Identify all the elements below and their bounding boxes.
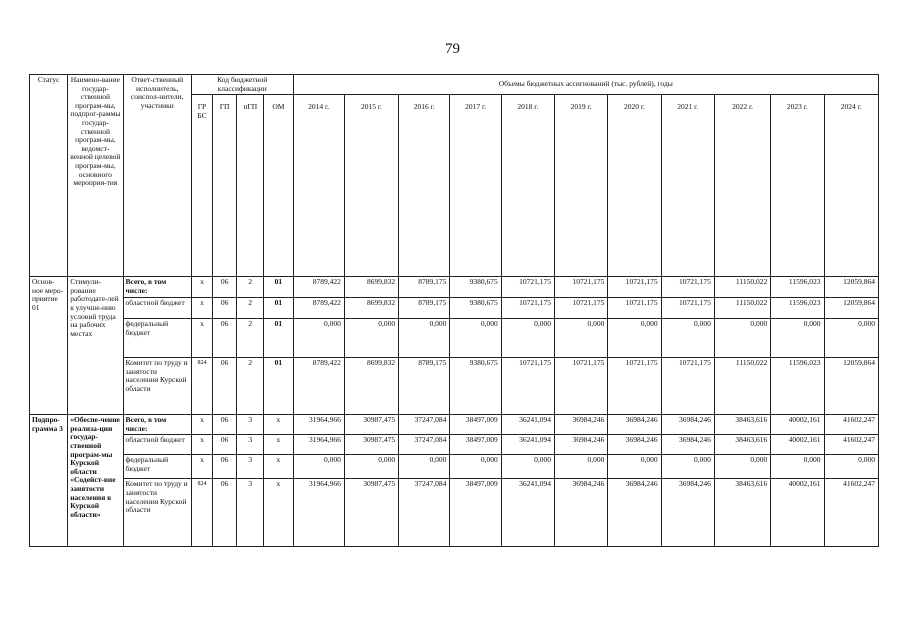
gp-cell: 06 — [213, 319, 237, 358]
value-cell: 9380,675 — [450, 277, 501, 298]
value-cell: 8789,422 — [293, 277, 344, 298]
table-row — [30, 455, 879, 479]
header-year-2022: 2022 г. — [714, 95, 770, 277]
grbs-cell: 824 — [191, 358, 212, 415]
header-year-2024: 2024 г. — [824, 95, 878, 277]
header-om: ОМ — [264, 95, 293, 277]
header-year-2023: 2023 г. — [771, 95, 824, 277]
value-cell: 0,000 — [714, 455, 770, 479]
value-cell: 8789,175 — [399, 298, 450, 319]
value-cell: 11596,023 — [771, 298, 824, 319]
value-cell: 0,000 — [555, 455, 608, 479]
value-cell: 31964,966 — [293, 415, 344, 435]
value-cell: 9380,675 — [450, 358, 501, 415]
value-cell: 40002,161 — [771, 435, 824, 455]
value-cell: 0,000 — [771, 319, 824, 358]
value-cell: 10721,175 — [501, 298, 554, 319]
value-cell: 10721,175 — [555, 358, 608, 415]
grbs-cell: х — [191, 455, 212, 479]
value-cell: 36984,246 — [555, 435, 608, 455]
value-cell: 36984,246 — [608, 479, 661, 547]
value-cell: 37247,084 — [399, 415, 450, 435]
table-row — [30, 479, 879, 547]
gp-cell: 06 — [213, 455, 237, 479]
value-cell: 30987,475 — [344, 415, 398, 435]
value-cell: 8699,832 — [344, 358, 398, 415]
value-cell: 30987,475 — [344, 435, 398, 455]
gp-cell: 06 — [213, 358, 237, 415]
responsible-cell: Всего, в том числе: — [123, 415, 191, 435]
value-cell: 41602,247 — [824, 435, 878, 455]
value-cell: 38463,616 — [714, 479, 770, 547]
value-cell: 37247,084 — [399, 435, 450, 455]
header-pgp: пГП — [237, 95, 264, 277]
budget-table — [29, 74, 879, 547]
header-name: Наимено-вание государ-ственной програм-мы, подпрог-раммы государ-ственной програм-мы, ведомст-венной целевой програм-мы, основного мероприя-тия — [68, 75, 123, 277]
value-cell: 11150,022 — [714, 277, 770, 298]
status-cell: Подпро-грамма 3 — [30, 415, 68, 547]
header-year-2019: 2019 г. — [555, 95, 608, 277]
responsible-cell: федеральный бюджет — [123, 455, 191, 479]
responsible-cell: федеральный бюджет — [123, 319, 191, 358]
value-cell: 10721,175 — [555, 277, 608, 298]
value-cell: 0,000 — [824, 455, 878, 479]
header-year-2014: 2014 г. — [293, 95, 344, 277]
om-cell: 01 — [264, 358, 293, 415]
value-cell: 0,000 — [501, 455, 554, 479]
value-cell: 0,000 — [399, 319, 450, 358]
responsible-cell: областной бюджет — [123, 435, 191, 455]
table-row — [30, 415, 879, 435]
header-grbs: ГР БС — [191, 95, 212, 277]
value-cell: 10721,175 — [608, 358, 661, 415]
value-cell: 9380,675 — [450, 298, 501, 319]
value-cell: 11596,023 — [771, 358, 824, 415]
pgp-cell: 3 — [237, 435, 264, 455]
value-cell: 36241,094 — [501, 435, 554, 455]
value-cell: 0,000 — [344, 319, 398, 358]
gp-cell: 06 — [213, 277, 237, 298]
om-cell: 01 — [264, 298, 293, 319]
header-year-2018: 2018 г. — [501, 95, 554, 277]
pgp-cell: 2 — [237, 298, 264, 319]
value-cell: 0,000 — [608, 455, 661, 479]
program-name-cell: «Обеспе-чение реализа-ции государ-ственной програм-мы Курской области «Содейст-вие занятости населения в Курской области» — [68, 415, 123, 547]
grbs-cell: х — [191, 319, 212, 358]
value-cell: 11150,022 — [714, 298, 770, 319]
value-cell: 0,000 — [344, 455, 398, 479]
gp-cell: 06 — [213, 298, 237, 319]
value-cell: 38497,009 — [450, 415, 501, 435]
responsible-cell: Комитет по труду и занятости населения Курской области — [123, 479, 191, 547]
table-row — [30, 358, 879, 415]
value-cell: 0,000 — [771, 455, 824, 479]
value-cell: 12059,864 — [824, 277, 878, 298]
value-cell: 40002,161 — [771, 415, 824, 435]
value-cell: 37247,084 — [399, 479, 450, 547]
header-year-2016: 2016 г. — [399, 95, 450, 277]
value-cell: 8699,832 — [344, 298, 398, 319]
value-cell: 8789,175 — [399, 277, 450, 298]
header-year-2015: 2015 г. — [344, 95, 398, 277]
value-cell: 0,000 — [399, 455, 450, 479]
responsible-cell: Комитет по труду и занятости населения Курской области — [123, 358, 191, 415]
grbs-cell: х — [191, 277, 212, 298]
value-cell: 0,000 — [501, 319, 554, 358]
value-cell: 0,000 — [555, 319, 608, 358]
value-cell: 36241,094 — [501, 479, 554, 547]
value-cell: 40002,161 — [771, 479, 824, 547]
value-cell: 10721,175 — [501, 277, 554, 298]
pgp-cell: 3 — [237, 455, 264, 479]
value-cell: 0,000 — [661, 455, 714, 479]
value-cell: 36984,246 — [608, 435, 661, 455]
value-cell: 0,000 — [450, 319, 501, 358]
grbs-cell: 824 — [191, 479, 212, 547]
table-row — [30, 298, 879, 319]
table-body — [30, 277, 879, 547]
value-cell: 36241,094 — [501, 415, 554, 435]
om-cell: х — [264, 479, 293, 547]
value-cell: 36984,246 — [661, 415, 714, 435]
value-cell: 10721,175 — [608, 298, 661, 319]
value-cell: 36984,246 — [661, 435, 714, 455]
value-cell: 41602,247 — [824, 415, 878, 435]
responsible-cell: областной бюджет — [123, 298, 191, 319]
value-cell: 30987,475 — [344, 479, 398, 547]
value-cell: 36984,246 — [555, 415, 608, 435]
value-cell: 36984,246 — [661, 479, 714, 547]
om-cell: х — [264, 455, 293, 479]
program-name-cell: Стимули-рование работодате-лей к улучше-нию условий труда на рабочих местах — [68, 277, 123, 415]
value-cell: 11596,023 — [771, 277, 824, 298]
header-status: Статус — [30, 75, 68, 277]
value-cell: 8789,422 — [293, 358, 344, 415]
pgp-cell: 2 — [237, 319, 264, 358]
header-year-2020: 2020 г. — [608, 95, 661, 277]
value-cell: 0,000 — [293, 455, 344, 479]
gp-cell: 06 — [213, 479, 237, 547]
value-cell: 38463,616 — [714, 435, 770, 455]
header-budget-code: Код бюджетной классификации — [191, 75, 293, 95]
value-cell: 8699,832 — [344, 277, 398, 298]
om-cell: 01 — [264, 277, 293, 298]
value-cell: 10721,175 — [661, 358, 714, 415]
pgp-cell: 3 — [237, 479, 264, 547]
om-cell: х — [264, 435, 293, 455]
status-cell: Основ-ное меро-приятие 01 — [30, 277, 68, 415]
grbs-cell: х — [191, 435, 212, 455]
table-row — [30, 319, 879, 358]
header-responsible: Ответ-ственный исполнитель, соиспол-нители, участники — [123, 75, 191, 277]
gp-cell: 06 — [213, 435, 237, 455]
header-gp: ГП — [213, 95, 237, 277]
value-cell: 10721,175 — [661, 277, 714, 298]
value-cell: 10721,175 — [661, 298, 714, 319]
header-year-2021: 2021 г. — [661, 95, 714, 277]
value-cell: 38497,009 — [450, 435, 501, 455]
pgp-cell: 2 — [237, 277, 264, 298]
page-number: 79 — [445, 41, 460, 57]
value-cell: 36984,246 — [608, 415, 661, 435]
value-cell: 10721,175 — [501, 358, 554, 415]
value-cell: 38463,616 — [714, 415, 770, 435]
value-cell: 10721,175 — [608, 277, 661, 298]
value-cell: 12059,864 — [824, 298, 878, 319]
value-cell: 10721,175 — [555, 298, 608, 319]
value-cell: 0,000 — [450, 455, 501, 479]
grbs-cell: х — [191, 298, 212, 319]
value-cell: 0,000 — [714, 319, 770, 358]
value-cell: 0,000 — [293, 319, 344, 358]
om-cell: х — [264, 415, 293, 435]
value-cell: 0,000 — [608, 319, 661, 358]
gp-cell: 06 — [213, 415, 237, 435]
header-volumes: Объемы бюджетных ассигнований (тыс. рублей), годы — [293, 75, 878, 95]
value-cell: 11150,022 — [714, 358, 770, 415]
value-cell: 31964,966 — [293, 479, 344, 547]
om-cell: 01 — [264, 319, 293, 358]
value-cell: 8789,422 — [293, 298, 344, 319]
value-cell: 36984,246 — [555, 479, 608, 547]
value-cell: 0,000 — [661, 319, 714, 358]
table-row — [30, 435, 879, 455]
value-cell: 12059,864 — [824, 358, 878, 415]
responsible-cell: Всего, в том числе: — [123, 277, 191, 298]
value-cell: 8789,175 — [399, 358, 450, 415]
pgp-cell: 3 — [237, 415, 264, 435]
pgp-cell: 2 — [237, 358, 264, 415]
value-cell: 31964,966 — [293, 435, 344, 455]
value-cell: 0,000 — [824, 319, 878, 358]
value-cell: 38497,009 — [450, 479, 501, 547]
table-row — [30, 277, 879, 298]
grbs-cell: х — [191, 415, 212, 435]
header-year-2017: 2017 г. — [450, 95, 501, 277]
value-cell: 41602,247 — [824, 479, 878, 547]
